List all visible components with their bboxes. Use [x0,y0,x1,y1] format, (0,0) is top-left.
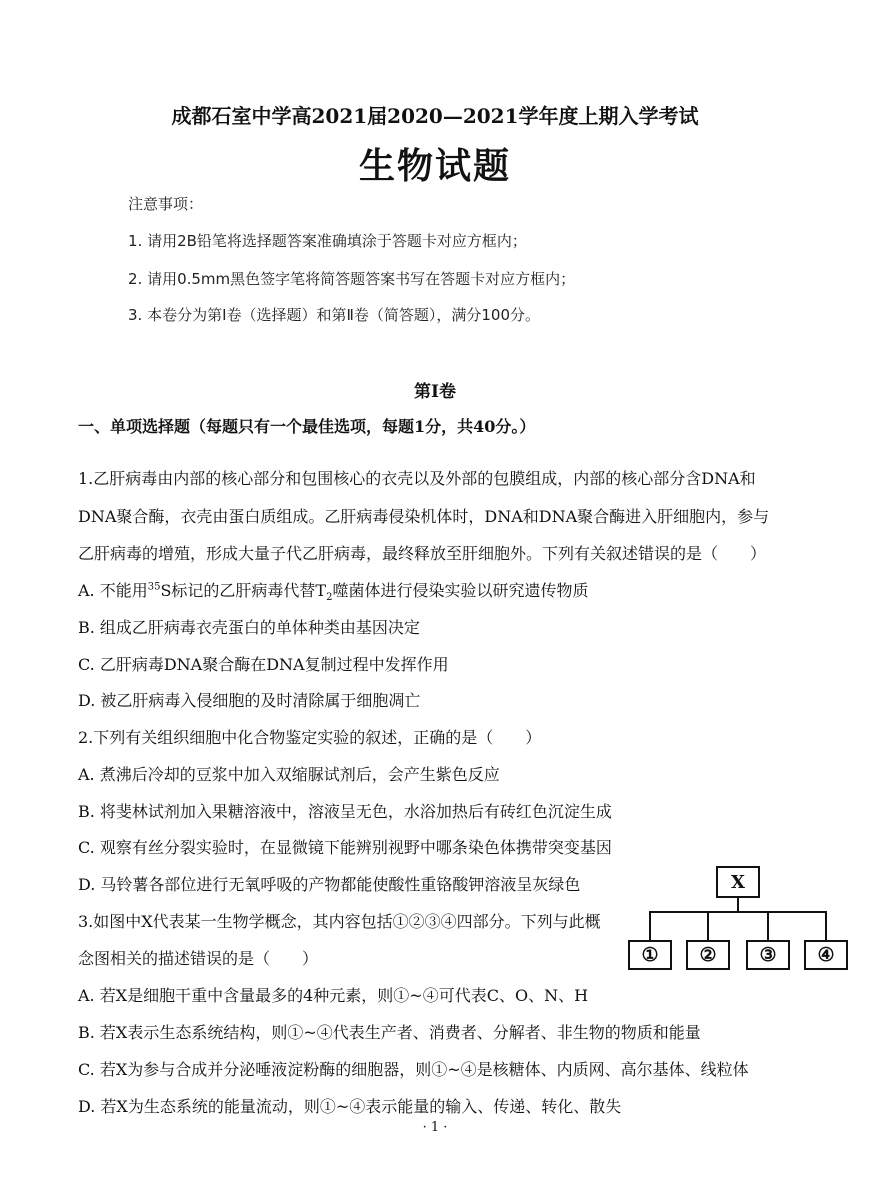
notice-item-2: 2. 请用0.5mm黑色签字笔将简答题答案书写在答题卡对应方框内； [128,270,576,288]
q1-option-b: B. 组成乙肝病毒衣壳蛋白的单体种类由基因决定 [78,618,420,637]
main-title: 生物试题 [358,145,511,187]
diagram-child-box-2: ② [686,940,730,970]
q3-stem-line-1: 3.如图中X代表某一生物学概念，其内容包括①②③④四部分。下列与此概 [78,912,601,931]
notice-item-1: 1. 请用2B铅笔将选择题答案准确填涂于答题卡对应方框内； [128,232,527,250]
diagram-child-box-1: ① [628,940,672,970]
notice-item-3: 3. 本卷分为第Ⅰ卷（选择题）和第Ⅱ卷（简答题），满分100分。 [128,306,541,324]
diagram-connector-3 [767,911,769,941]
q3-option-d: D. 若X为生态系统的能量流动，则①~④表示能量的输入、传递、转化、散失 [78,1097,622,1116]
diagram-connector-1 [649,911,651,941]
q1-stem-line-3: 乙肝病毒的增殖，形成大量子代乙肝病毒，最终释放至肝细胞外。下列有关叙述错误的是（ ） [78,544,767,563]
diagram-child-box-4: ④ [804,940,848,970]
diagram-connector-4 [825,911,827,941]
q1-option-a: A. 不能用$^{35}$S标记的乙肝病毒代替$T_2$噬菌体进行侵染实验以研究遗传物质 [78,581,589,604]
diagram-connector-horizontal [650,911,826,913]
q3-option-b: B. 若X表示生态系统结构，则①~④代表生产者、消费者、分解者、非生物的物质和能量 [78,1023,701,1042]
q2-option-b: B. 将斐林试剂加入果糖溶液中，溶液呈无色，水浴加热后有砖红色沉淀生成 [78,802,612,821]
q3-option-c: C. 若X为参与合成并分泌唾液淀粉酶的细胞器，则①~④是核糖体、内质网、高尔基体、线粒体 [78,1060,749,1079]
q1-option-d: D. 被乙肝病毒入侵细胞的及时清除属于细胞凋亡 [78,691,421,710]
notice-heading: 注意事项： [128,195,204,213]
concept-diagram [628,864,848,974]
q1-stem-line-2: DNA聚合酶，衣壳由蛋白质组成。乙肝病毒侵染机体时，DNA和DNA聚合酶进入肝细胞内，参与 [78,507,770,526]
school-title: 成都石室中学高2021届2020—2021学年度上期入学考试 [171,104,699,128]
diagram-connector-vertical [737,898,739,912]
q2-option-a: A. 煮沸后冷却的豆浆中加入双缩脲试剂后，会产生紫色反应 [78,765,500,784]
q2-option-d: D. 马铃薯各部位进行无氧呼吸的产物都能使酸性重铬酸钾溶液呈灰绿色 [78,875,581,894]
q3-stem-line-2: 念图相关的描述错误的是（ ） [78,949,319,968]
diagram-connector-2 [707,911,709,941]
q2-stem: 2.下列有关组织细胞中化合物鉴定实验的叙述，正确的是（ ） [78,728,542,747]
q1-option-c: C. 乙肝病毒DNA聚合酶在DNA复制过程中发挥作用 [78,655,449,674]
volume-title: 第Ⅰ卷 [414,382,456,402]
q2-option-c: C. 观察有丝分裂实验时，在显微镜下能辨别视野中哪条染色体携带突变基因 [78,838,612,857]
q1-stem-line-1: 1.乙肝病毒由内部的核心部分和包围核心的衣壳以及外部的包膜组成，内部的核心部分含DNA和 [78,469,756,488]
diagram-root-box: X [716,866,760,898]
q3-option-a: A. 若X是细胞干重中含量最多的4种元素，则①~④可代表C、O、N、H [78,986,589,1005]
section-title: 一、单项选择题（每题只有一个最佳选项，每题1分，共40分。） [78,417,536,436]
page-number: · 1 · [422,1120,448,1135]
diagram-child-box-3: ③ [746,940,790,970]
